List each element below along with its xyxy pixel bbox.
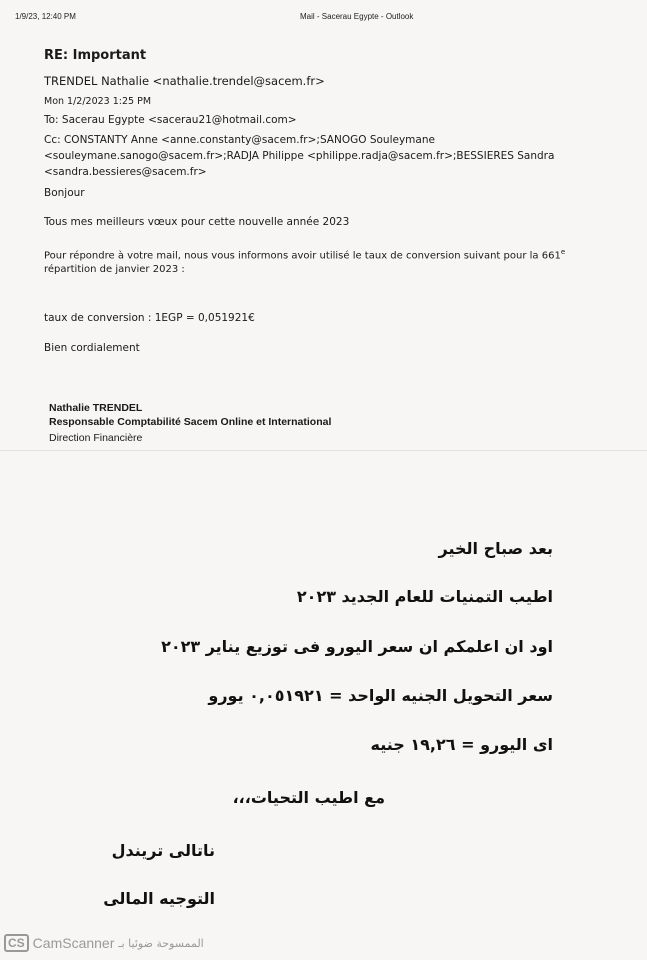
arabic-greeting: بعد صباح الخير bbox=[438, 539, 553, 558]
email-cc-line: Cc: CONSTANTY Anne <anne.constanty@sacem.fr>;SANOGO Souleymane bbox=[44, 134, 435, 146]
arabic-info: اود ان اعلمكم ان سعر اليورو فى توزيع يناير ٢٠٢٣ bbox=[161, 637, 553, 656]
print-timestamp: 1/9/23, 12:40 PM bbox=[15, 12, 76, 21]
arabic-wishes: اطيب التمنيات للعام الجديد ٢٠٢٣ bbox=[296, 587, 553, 606]
email-paragraph bbox=[44, 248, 565, 261]
arabic-closing: مع اطيب التحيات،،، bbox=[232, 788, 385, 807]
email-date: Mon 1/2/2023 1:25 PM bbox=[44, 96, 152, 107]
camscanner-watermark bbox=[4, 934, 204, 952]
email-from: TRENDEL Nathalie <nathalie.trendel@sacem.fr> bbox=[44, 74, 325, 88]
email-subject: RE: Important bbox=[44, 48, 147, 63]
email-wishes: Tous mes meilleurs vœux pour cette nouvelle année 2023 bbox=[44, 216, 350, 228]
camscanner-app-name: CamScanner bbox=[32, 935, 115, 951]
email-cc-line: <souleymane.sanogo@sacem.fr>;RADJA Philippe <philippe.radja@sacem.fr>;BESSIERES Sandra bbox=[44, 150, 555, 162]
arabic-conversion: سعر التحويل الجنيه الواحد = ٠,٠٥١٩٢١ يورو bbox=[208, 686, 553, 705]
signature-department: Direction Financière bbox=[49, 432, 143, 444]
camscanner-logo-icon: CS bbox=[4, 934, 29, 952]
email-cc-line: <sandra.bessieres@sacem.fr> bbox=[44, 166, 207, 178]
arabic-department: التوجيه المالى bbox=[103, 889, 215, 908]
window-title: Mail - Sacerau Egypte - Outlook bbox=[300, 12, 414, 21]
signature-name: Nathalie TRENDEL bbox=[49, 402, 143, 414]
email-closing: Bien cordialement bbox=[44, 342, 140, 354]
email-greeting: Bonjour bbox=[44, 187, 85, 199]
arabic-euro-rate: اى اليورو = ١٩,٢٦ جنيه bbox=[370, 735, 553, 754]
arabic-name: ناتالى تريندل bbox=[111, 841, 215, 860]
scanned-with-label: الممسوحة ضوئيا بـ bbox=[118, 936, 204, 950]
superscript: e bbox=[560, 248, 566, 256]
email-to: To: Sacerau Egypte <sacerau21@hotmail.com> bbox=[44, 114, 297, 126]
divider bbox=[0, 450, 647, 451]
conversion-rate: taux de conversion : 1EGP = 0,051921€ bbox=[44, 312, 255, 324]
signature-role: Responsable Comptabilité Sacem Online et International bbox=[49, 416, 332, 428]
paragraph-text: Pour répondre à votre mail, nous vous informons avoir utilisé le taux de conversion suivant pour la 661 bbox=[44, 250, 561, 262]
email-paragraph-line2: répartition de janvier 2023 : bbox=[44, 264, 185, 275]
